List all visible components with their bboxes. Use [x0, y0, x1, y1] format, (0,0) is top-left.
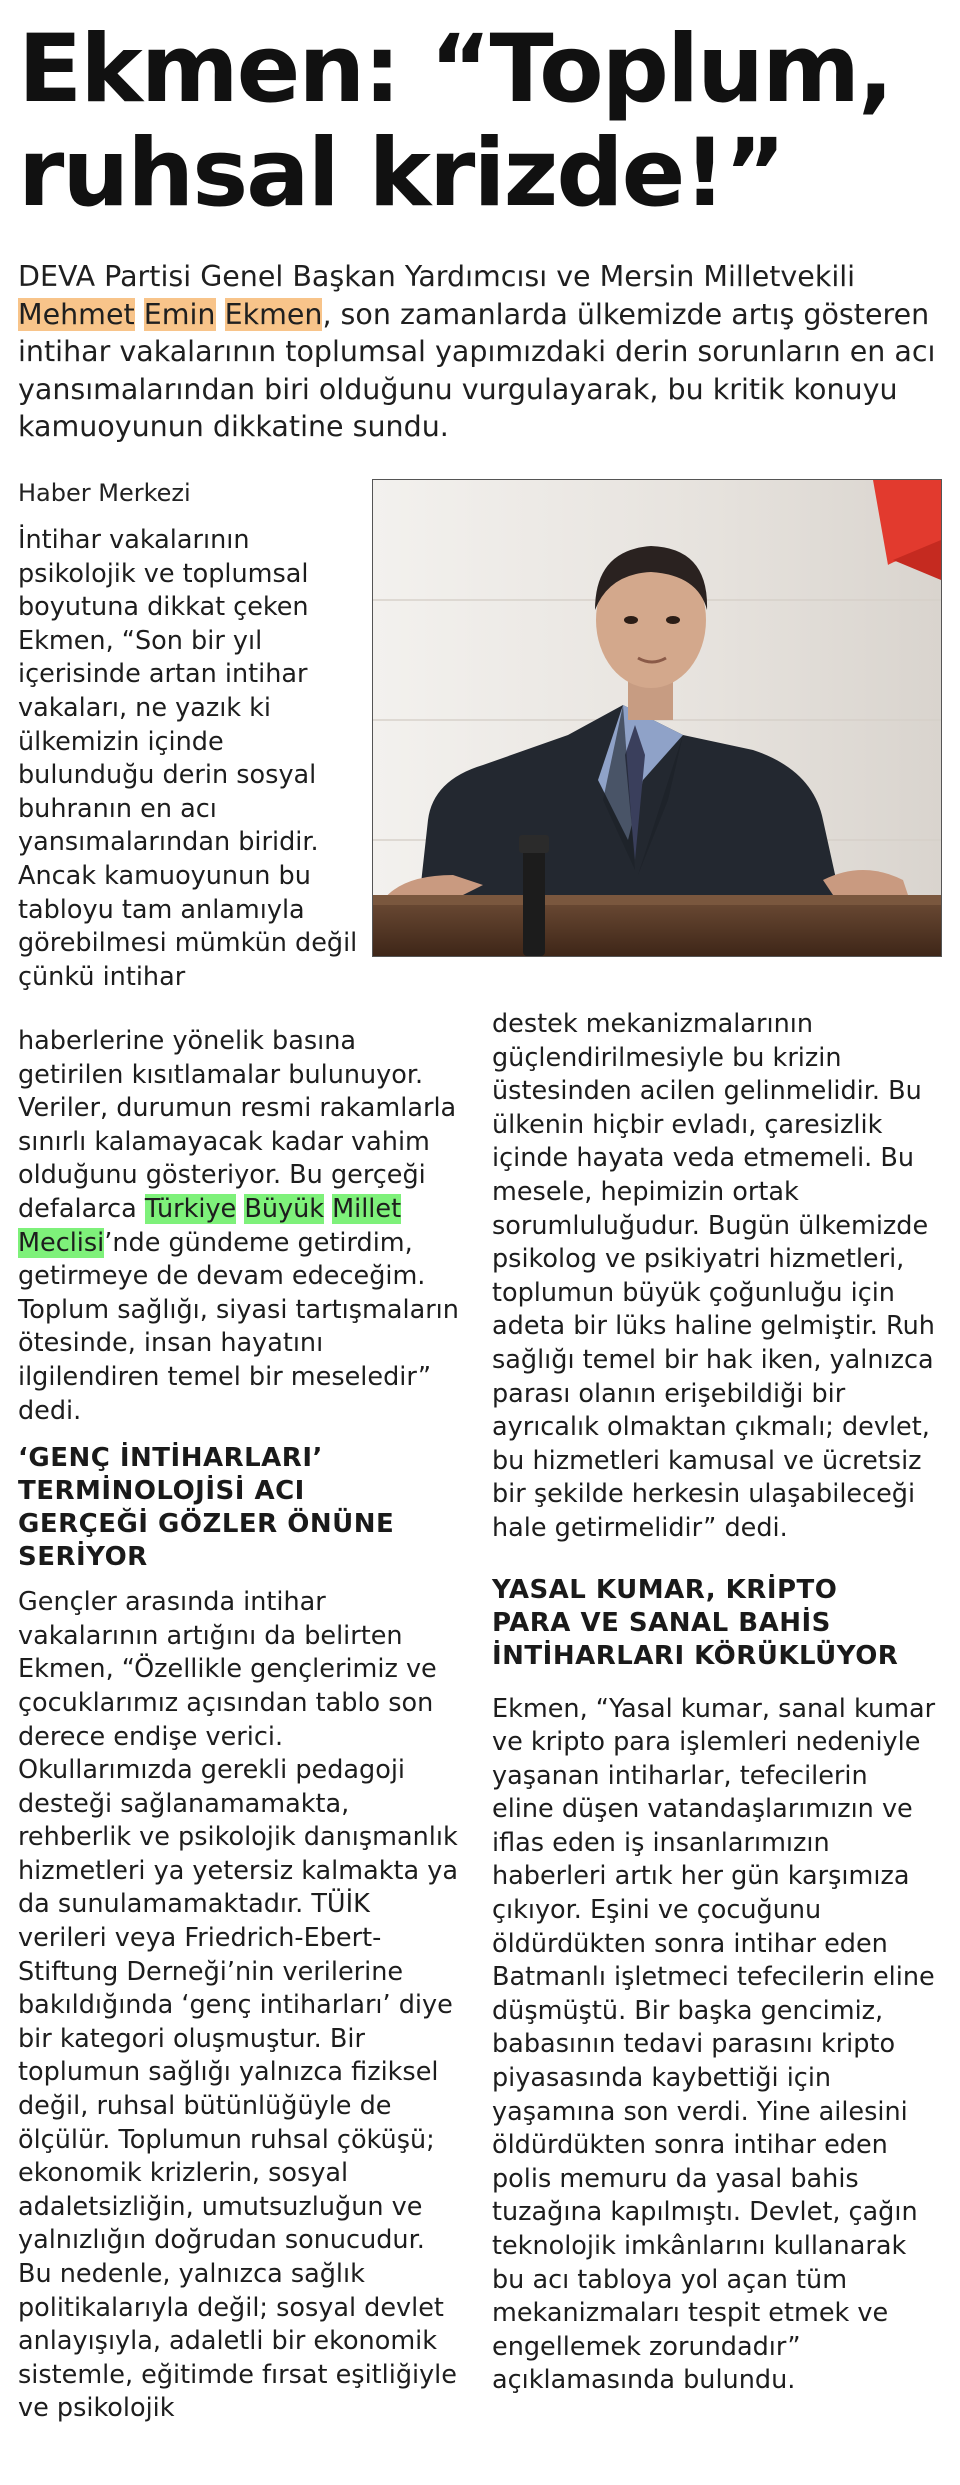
microphone-shape	[523, 845, 545, 956]
highlighted-parliament-word-3: Millet	[332, 1193, 402, 1224]
highlighted-name-first: Mehmet	[18, 297, 135, 331]
byline: Haber Merkezi	[18, 479, 191, 507]
highlighted-parliament-word-2: Büyük	[244, 1193, 325, 1224]
body-paragraph-3: Gençler arasında intihar vakalarının artığını da belirten Ekmen, “Özellikle gençlerimiz ve çocuklarımız açısından tablo son derece endişe verici. Okullarımızda gerekli pedagoji desteği sağlanamamakta, rehberlik ve psikolojik danışmanlık hizmetleri ya yetersiz kalmakta ya da sunulamamaktadır. TÜİK verileri veya Friedrich-Ebert-Stiftung Derneği’nin verilerine bakıldığında ‘genç intiharları’ diye bir kategori oluşmuştur. Bir toplumun sağlığı yalnızca fiziksel değil, ruhsal bütünlüğüyle de ölçülür. Toplumun ruhsal çöküşü; ekonomik krizlerin, sosyal adaletsizliğin, umutsuzluğun ve yalnızlığın doğrudan sonucudur. Bu nedenle, yalnızca sağlık politikalarıyla değil; sosyal devlet anlayışıyla, adaletli bir ekonomik sistemle, eğitimde fırsat eşitliğiyle ve psikolojik	[18, 1587, 458, 2424]
lectern-shape	[373, 900, 941, 956]
lead-text-1: DEVA Partisi Genel Başkan Yardımcısı ve Mersin Milletvekili	[18, 260, 856, 293]
highlighted-name-last: Ekmen	[224, 297, 323, 331]
headline-line-2: ruhsal krizde!”	[18, 119, 785, 228]
lead-paragraph	[18, 258, 943, 446]
article-column-right	[492, 1008, 937, 2398]
body-paragraph-5: Ekmen, “Yasal kumar, sanal kumar ve kripto para işlemleri nedeniyle yaşanan intiharlar, tefecilerin eline düşen vatandaşlarımızın ve iflas eden iş insanlarımızın haberleri artık her gün karşımıza çıkıyor. Eşini ve çocuğunu öldürdükten sonra intihar eden Batmanlı işletmeci tefecilerin eline düşmüştü. Bir başka gencimiz, babasının tedavi parasını kripto piyasasında kaybettiği için yaşamına son verdi. Yine ailesini öldürdükten sonra intihar eden polis memuru da yasal bahis tuzağına kapılmıştı. Devlet, çağın teknolojik imkânlarını kullanarak bu acı tabloya yol açan tüm mekanizmaları tespit etmek ve engellemek zorundadır” açıklamasında bulundu.	[492, 1693, 936, 2396]
body-paragraph-1: İntihar vakalarının psikolojik ve toplumsal boyutuna dikkat çeken Ekmen, “Son bir yıl içerisinde artan intihar vakaları, ne yazık ki ülkemizin içinde bulunduğu derin sosyal buhranın en acı yansımalarından biridir. Ancak kamuoyunun bu tabloyu tam anlamıyla görebilmesi mümkün değil çünkü intihar	[18, 525, 358, 992]
headline	[18, 15, 948, 228]
speaker-photo-illustration	[373, 480, 941, 956]
article-column-left	[18, 1025, 463, 2426]
body-paragraph-4: destek mekanizmalarının güçlendirilmesiyle bu krizin üstesinden acilen gelinmelidir. Bu ülkenin hiçbir evladı, çaresizlik içinde hayata veda etmemeli. Bu mesele, hepimizin ortak sorumluluğudur. Bugün ülkemizde psikolog ve psikiyatri hizmetleri, toplumun büyük çoğunluğu için adeta bir lüks haline gelmiştir. Ruh sağlığı temel bir hak iken, yalnızca parası olanın erişebildiği bir ayrıcalık olmaktan çıkmalı; devlet, bu hizmetleri kamusal ve ücretsiz bir şekilde herkesin ulaşabileceği hale getirmelidir” dedi.	[492, 1009, 935, 1543]
highlighted-parliament-word-1: Türkiye	[144, 1193, 237, 1224]
headline-line-1: Ekmen: “Toplum,	[18, 15, 892, 124]
article-photo	[372, 479, 942, 957]
article-column-left-top	[18, 524, 363, 994]
section-heading-yasal-kumar: YASAL KUMAR, KRİPTO PARA VE SANAL BAHİS İNTİHARLARI KÖRÜKLÜYOR	[492, 1574, 899, 1671]
body-paragraph-2	[18, 1025, 463, 1428]
paragraph-text: ’nde gündeme getirdim, getirmeye de devam edeceğim. Toplum sağlığı, siyasi tartışmaların ötesinde, insan hayatını ilgilendiren temel bir meseledir” dedi.	[18, 1227, 459, 1426]
lead-text-2: , son zamanlarda ülkemizde artış gösteren intihar vakalarının toplumsal yapımızdaki derin sorunların en acı yansımalarından biri olduğunu vurgulayarak, bu kritik konuyu kamuoyunun dikkatine sundu.	[18, 297, 936, 443]
section-heading-genc-intiharlari: ‘GENÇ İNTİHARLARI’ TERMİNOLOJİSİ ACI GERÇEĞİ GÖZLER ÖNÜNE SERİYOR	[18, 1443, 395, 1573]
highlighted-parliament-word-4: Meclisi	[18, 1227, 105, 1258]
highlighted-name-middle: Emin	[143, 297, 216, 331]
paragraph-text: haberlerine yönelik basına getirilen kısıtlamalar bulunuyor. Veriler, durumun resmi rakamlarla sınırlı kalamayacak kadar vahim olduğunu gösteriyor. Bu gerçeği defalarca	[18, 1026, 457, 1224]
